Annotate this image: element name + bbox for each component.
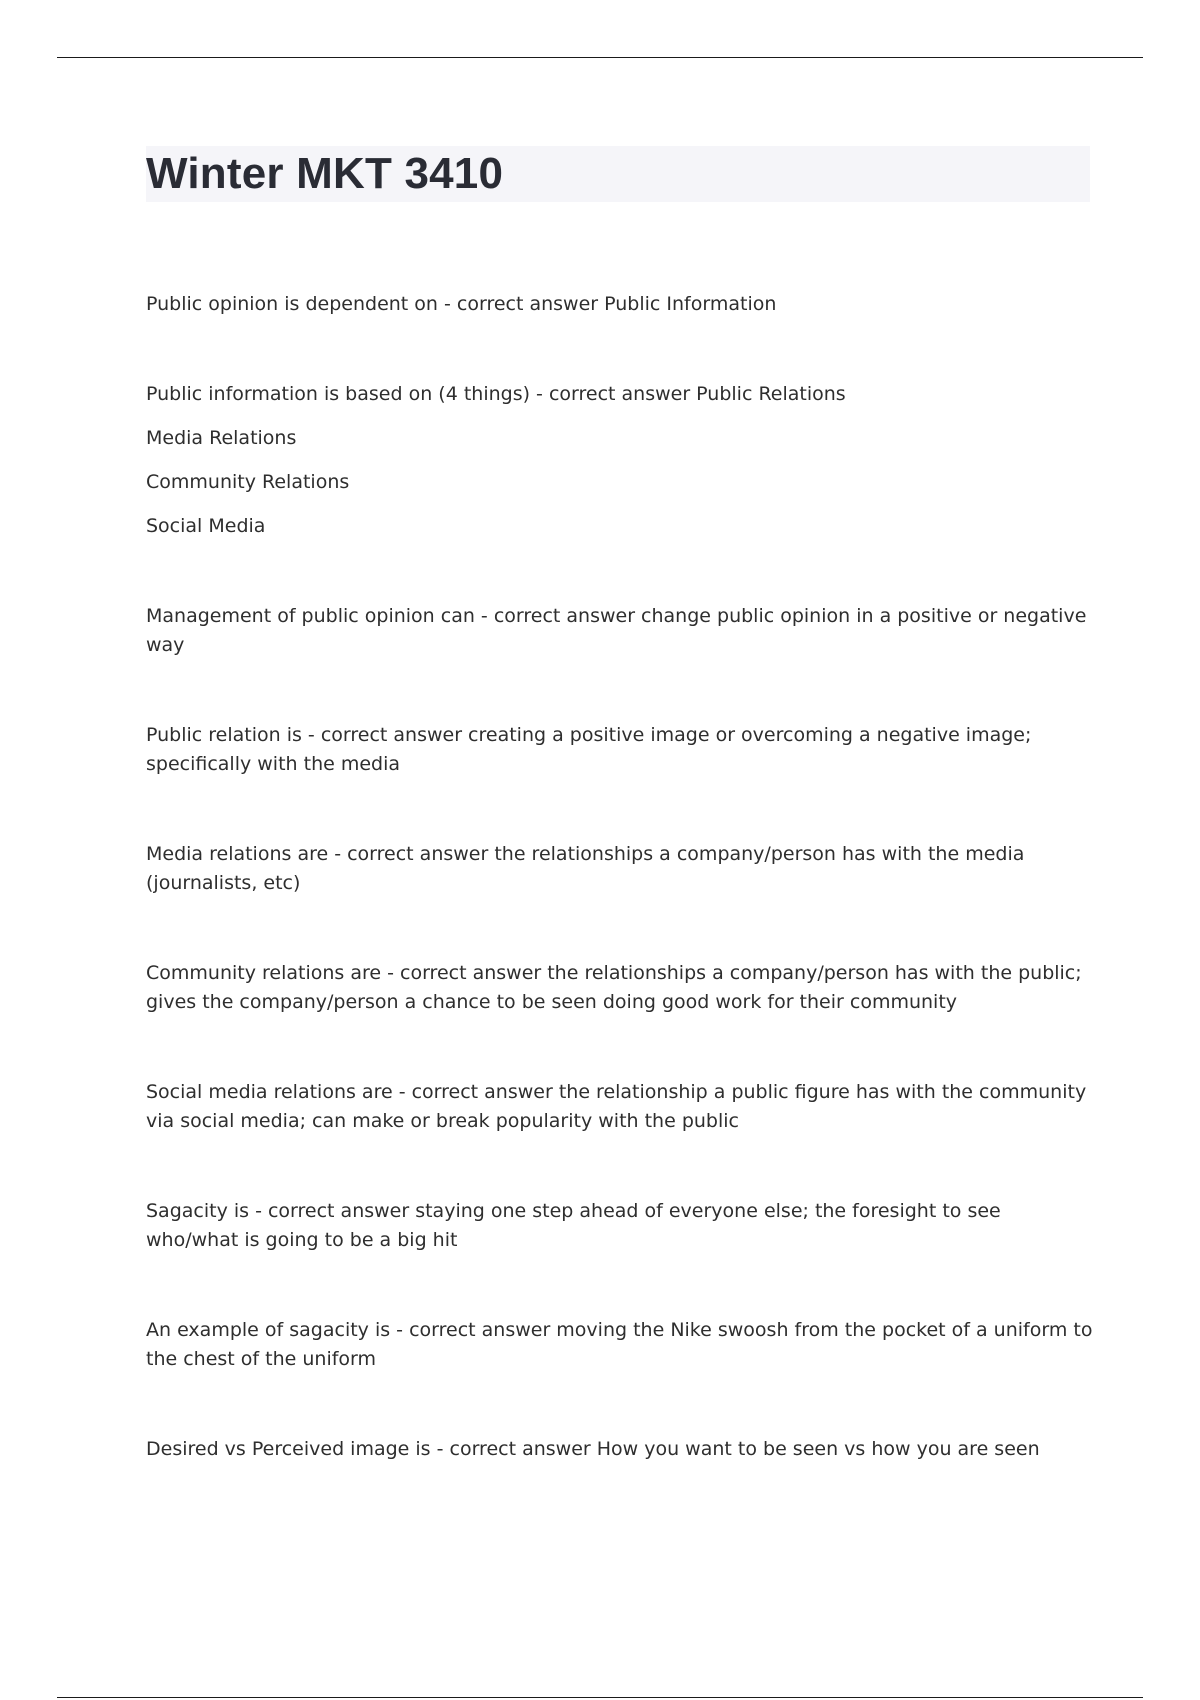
entry-line: Media Relations xyxy=(146,427,297,449)
list-item xyxy=(146,721,1096,779)
list-item xyxy=(146,959,1096,1017)
entry-text: Sagacity is - correct answer staying one step ahead of everyone else; the foresight to see who/what is going to be a big hit xyxy=(146,1200,1001,1251)
entry-text: Public relation is - correct answer creating a positive image or overcoming a negative image; specifically with the media xyxy=(146,724,1032,775)
entry-text: Management of public opinion can - correct answer change public opinion in a positive or negative way xyxy=(146,605,1087,656)
list-item xyxy=(146,1316,1096,1374)
page-title: Winter MKT 3410 xyxy=(146,149,504,198)
entry-line: Community Relations xyxy=(146,471,350,493)
entry-line: Public information is based on (4 things) - correct answer Public Relations xyxy=(146,383,846,405)
list-item xyxy=(146,1078,1096,1136)
list-item xyxy=(146,380,1096,541)
bottom-rule xyxy=(57,1697,1143,1698)
entry-text: Social media relations are - correct answer the relationship a public figure has with the community via social media; can make or break popularity with the public xyxy=(146,1081,1087,1132)
entry-text: An example of sagacity is - correct answer moving the Nike swoosh from the pocket of a uniform to the chest of the uniform xyxy=(146,1319,1093,1370)
entry-text: Desired vs Perceived image is - correct answer How you want to be seen vs how you are seen xyxy=(146,1438,1040,1460)
list-item xyxy=(146,1435,1096,1464)
top-rule xyxy=(57,57,1143,58)
entry-text: Media relations are - correct answer the relationships a company/person has with the media (journalists, etc) xyxy=(146,843,1025,894)
entry-line: Social Media xyxy=(146,515,266,537)
entry-text: Public opinion is dependent on - correct answer Public Information xyxy=(146,293,777,315)
list-item xyxy=(146,1197,1096,1255)
list-item xyxy=(146,602,1096,660)
flashcard-list xyxy=(146,290,1096,1525)
list-item xyxy=(146,290,1096,319)
entry-text: Community relations are - correct answer the relationships a company/person has with the public; gives the company/person a chance to be seen doing good work for their community xyxy=(146,962,1082,1013)
list-item xyxy=(146,840,1096,898)
